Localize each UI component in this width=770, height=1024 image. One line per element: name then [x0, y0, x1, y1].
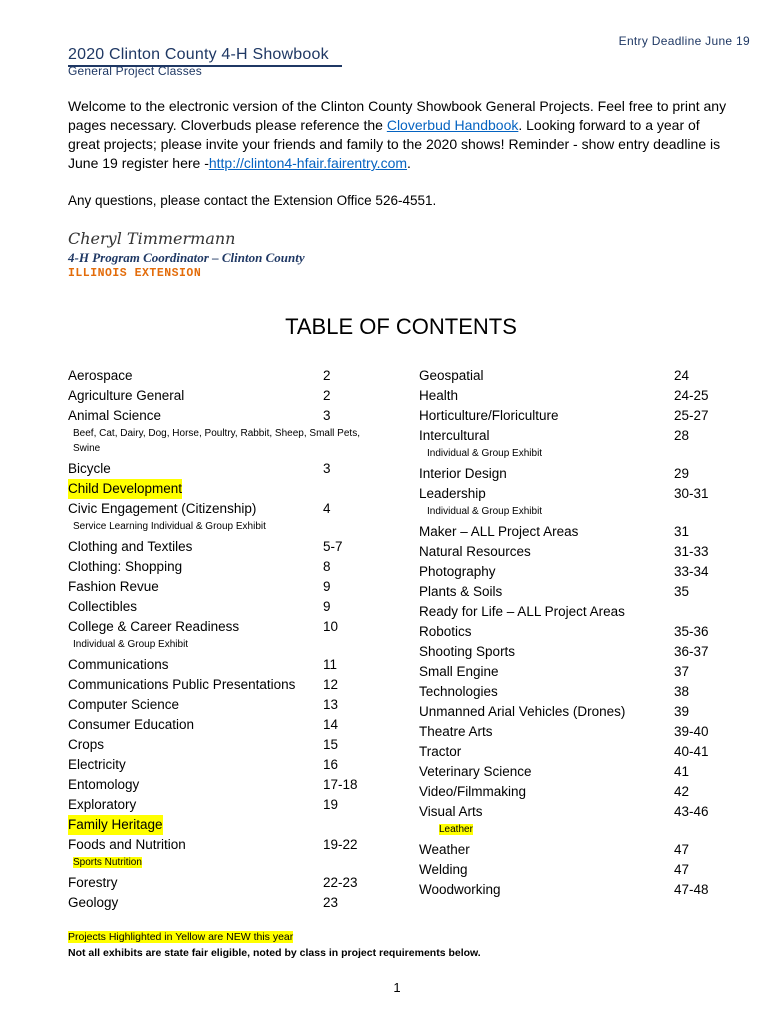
toc-entry [68, 577, 368, 597]
toc-entry-name: Forestry [68, 875, 118, 890]
toc-entry-subtext [68, 426, 368, 459]
toc-entry [68, 893, 368, 913]
toc-entry [419, 522, 739, 542]
toc-entry [68, 795, 368, 815]
toc-entry [419, 562, 739, 582]
toc-entry [419, 464, 739, 484]
toc-entry-name: Horticulture/Floriculture [419, 408, 559, 423]
toc-entry-name: Communications [68, 657, 169, 672]
toc-entry-name: Agriculture General [68, 388, 185, 403]
toc-entry [419, 782, 739, 802]
toc-entry [419, 426, 739, 446]
entry-deadline: Entry Deadline June 19 [618, 34, 750, 48]
toc-entry [68, 873, 368, 893]
toc-entry-page: 30-31 [674, 486, 709, 501]
toc-entry-name: Interior Design [419, 466, 507, 481]
toc-entry-page: 11 [323, 657, 338, 672]
toc-entry-page: 9 [323, 579, 331, 594]
toc-entry-page: 37 [674, 664, 690, 679]
toc-entry [68, 715, 368, 735]
toc-entry [68, 735, 368, 755]
toc-entry [68, 655, 368, 675]
toc-entry [419, 366, 739, 386]
page-number: 1 [393, 980, 401, 995]
toc-entry [419, 662, 739, 682]
toc-entry [419, 406, 739, 426]
toc-entry [68, 406, 368, 426]
intro-paragraph [68, 97, 728, 173]
toc-entry-page: 41 [674, 764, 690, 779]
toc-entry-subtext-label: Leather [439, 824, 473, 835]
toc-entry-name: Theatre Arts [419, 724, 493, 739]
toc-entry-page: 31 [674, 524, 690, 539]
toc-entry-name: Clothing: Shopping [68, 559, 183, 574]
toc-entry [419, 642, 739, 662]
toc-entry-name: Tractor [419, 744, 462, 759]
fairentry-link[interactable]: http://clinton4-hfair.fairentry.com [208, 155, 408, 171]
toc-entry-name: Intercultural [419, 428, 490, 443]
toc-entry-page: 39-40 [674, 724, 709, 739]
toc-entry [419, 484, 739, 504]
toc-entry-name: Animal Science [68, 408, 162, 423]
toc-entry-name: Consumer Education [68, 717, 195, 732]
cloverbud-handbook-link[interactable]: Cloverbud Handbook [386, 117, 519, 133]
extension-org: ILLINOIS EXTENSION [68, 267, 202, 280]
toc-entry-page: 14 [323, 717, 339, 732]
toc-entry-subtext-label: Service Learning Individual & Group Exhibit [73, 521, 266, 532]
toc-entry [419, 802, 739, 822]
toc-entry-name: Family Heritage [68, 815, 163, 835]
toc-entry-name: Maker – ALL Project Areas [419, 524, 579, 539]
toc-entry-name: Health [419, 388, 459, 403]
toc-entry-name: Civic Engagement (Citizenship) [68, 501, 257, 516]
toc-entry-name: Veterinary Science [419, 764, 532, 779]
toc-entry [68, 386, 368, 406]
toc-entry-name: Geospatial [419, 368, 484, 383]
toc-entry [68, 537, 368, 557]
toc-entry [419, 582, 739, 602]
toc-entry-name: Weather [419, 842, 470, 857]
toc-entry-name: Welding [419, 862, 468, 877]
toc-entry-subtext-label: Individual & Group Exhibit [73, 639, 189, 650]
toc-entry-name: Child Development [68, 479, 182, 499]
toc-entry-name: Plants & Soils [419, 584, 503, 599]
toc-entry-name: Video/Filmmaking [419, 784, 527, 799]
toc-entry-name: Geology [68, 895, 119, 910]
toc-entry-page: 35 [674, 584, 690, 599]
toc-entry-page: 24-25 [674, 388, 709, 403]
toc-entry-page: 36-37 [674, 644, 709, 659]
toc-entry-name: Photography [419, 564, 496, 579]
toc-entry-name: College & Career Readiness [68, 619, 240, 634]
document-title: 2020 Clinton County 4-H Showbook [68, 46, 329, 63]
toc-entry [68, 675, 368, 695]
toc-entry-subtext [68, 855, 368, 873]
toc-entry-name: Exploratory [68, 797, 137, 812]
toc-entry-page: 47 [674, 862, 690, 877]
intro-text-1: Welcome to the electronic version of the Clinton County Showbook General Projects. Feel free to print any pages necessary. Cloverbuds please reference the [68, 98, 727, 133]
toc-entry [419, 742, 739, 762]
toc-entry [419, 880, 739, 900]
toc-entry-page: 25-27 [674, 408, 709, 423]
toc-entry-page: 35-36 [674, 624, 709, 639]
toc-entry-subtext-label: Individual & Group Exhibit [427, 448, 543, 459]
intro-text-2: . Looking forward to a year of great projects; please invite your friends and family to the 2020 shows! Reminder - show entry deadline is June 19 register here - [68, 117, 721, 171]
toc-entry-name: Aerospace [68, 368, 133, 383]
toc-entry [419, 860, 739, 880]
toc-entry-page: 23 [323, 895, 339, 910]
toc-entry-page: 5-7 [323, 539, 343, 554]
intro-text-3: . [407, 155, 411, 171]
toc-entry [68, 557, 368, 577]
toc-entry [68, 775, 368, 795]
document-subtitle: General Project Classes [68, 64, 202, 78]
contact-line: Any questions, please contact the Extension Office 526-4551. [68, 193, 437, 208]
toc-entry-page: 22-23 [323, 875, 358, 890]
toc-entry [68, 479, 368, 499]
state-fair-note: Not all exhibits are state fair eligible, noted by class in project requirements below. [68, 947, 481, 959]
toc-entry-name: Visual Arts [419, 804, 483, 819]
toc-entry-name: Technologies [419, 684, 498, 699]
toc-entry-page: 39 [674, 704, 690, 719]
toc-entry-page: 24 [674, 368, 690, 383]
toc-entry-name: Bicycle [68, 461, 111, 476]
toc-entry-name: Computer Science [68, 697, 180, 712]
toc-entry-page: 47-48 [674, 882, 709, 897]
toc-entry-name: Electricity [68, 757, 126, 772]
toc-entry [419, 840, 739, 860]
toc-entry-name: Foods and Nutrition [68, 837, 186, 852]
toc-entry-page: 19-22 [323, 837, 358, 852]
toc-entry [419, 722, 739, 742]
toc-entry-name: Robotics [419, 624, 472, 639]
toc-entry-page: 40-41 [674, 744, 709, 759]
toc-entry-name: Leadership [419, 486, 486, 501]
toc-entry-name: Shooting Sports [419, 644, 516, 659]
toc-entry-page: 10 [323, 619, 339, 634]
toc-entry-name: Woodworking [419, 882, 501, 897]
toc-entry-subtext-label: Sports Nutrition [73, 857, 142, 868]
toc-entry [68, 459, 368, 479]
signature-name: Cheryl Timmermann [68, 229, 236, 248]
toc-entry-page: 3 [323, 461, 331, 476]
toc-entry [68, 499, 368, 519]
toc-entry [419, 622, 739, 642]
toc-right-column [419, 366, 739, 900]
toc-entry [68, 617, 368, 637]
toc-entry-page: 42 [674, 784, 690, 799]
toc-entry-page: 13 [323, 697, 339, 712]
toc-entry-page: 2 [323, 368, 331, 383]
toc-entry [68, 835, 368, 855]
toc-entry-page: 17-18 [323, 777, 358, 792]
toc-entry-name: Crops [68, 737, 105, 752]
toc-entry-subtext-label: Individual & Group Exhibit [427, 506, 543, 517]
toc-entry [68, 695, 368, 715]
toc-entry-name: Fashion Revue [68, 579, 159, 594]
toc-entry-subtext [419, 504, 739, 522]
toc-entry [68, 366, 368, 386]
new-projects-note [68, 931, 293, 943]
toc-entry-page: 43-46 [674, 804, 709, 819]
toc-entry-page: 4 [323, 501, 331, 516]
toc-entry [419, 386, 739, 406]
toc-entry-name: Unmanned Arial Vehicles (Drones) [419, 704, 626, 719]
toc-entry-subtext [419, 446, 739, 464]
toc-entry-subtext [68, 637, 368, 655]
toc-entry-page: 29 [674, 466, 690, 481]
toc-entry-subtext [68, 519, 368, 537]
toc-entry-name: Clothing and Textiles [68, 539, 193, 554]
toc-entry [68, 755, 368, 775]
toc-entry [419, 542, 739, 562]
signature-role: 4-H Program Coordinator – Clinton County [68, 250, 305, 265]
toc-entry-subtext-label: Beef, Cat, Dairy, Dog, Horse, Poultry, Rabbit, Sheep, Small Pets, Swine [73, 428, 360, 454]
toc-entry-page: 2 [323, 388, 331, 403]
toc-entry-page: 31-33 [674, 544, 709, 559]
toc-entry-page: 3 [323, 408, 331, 423]
toc-entry-page: 8 [323, 559, 331, 574]
toc-entry [68, 815, 368, 835]
toc-entry-page: 15 [323, 737, 339, 752]
toc-entry [419, 682, 739, 702]
toc-entry-name: Natural Resources [419, 544, 531, 559]
new-projects-note-text: Projects Highlighted in Yellow are NEW this year [68, 931, 294, 943]
toc-entry [68, 597, 368, 617]
toc-entry-name: Ready for Life – ALL Project Areas [419, 604, 625, 619]
toc-entry-name: Communications Public Presentations [68, 677, 296, 692]
toc-left-column [68, 366, 368, 913]
toc-entry-page: 28 [674, 428, 690, 443]
toc-entry [419, 762, 739, 782]
toc-entry [419, 602, 739, 622]
toc-entry-page: 38 [674, 684, 690, 699]
toc-title: TABLE OF CONTENTS [285, 314, 517, 339]
toc-entry-page: 12 [323, 677, 339, 692]
toc-entry-page: 9 [323, 599, 331, 614]
toc-entry-page: 16 [323, 757, 339, 772]
toc-entry-page: 19 [323, 797, 339, 812]
toc-entry-name: Small Engine [419, 664, 499, 679]
toc-entry-name: Entomology [68, 777, 140, 792]
toc-entry-subtext [419, 822, 739, 840]
toc-entry [419, 702, 739, 722]
toc-entry-name: Collectibles [68, 599, 138, 614]
toc-entry-page: 33-34 [674, 564, 709, 579]
toc-entry-page: 47 [674, 842, 690, 857]
